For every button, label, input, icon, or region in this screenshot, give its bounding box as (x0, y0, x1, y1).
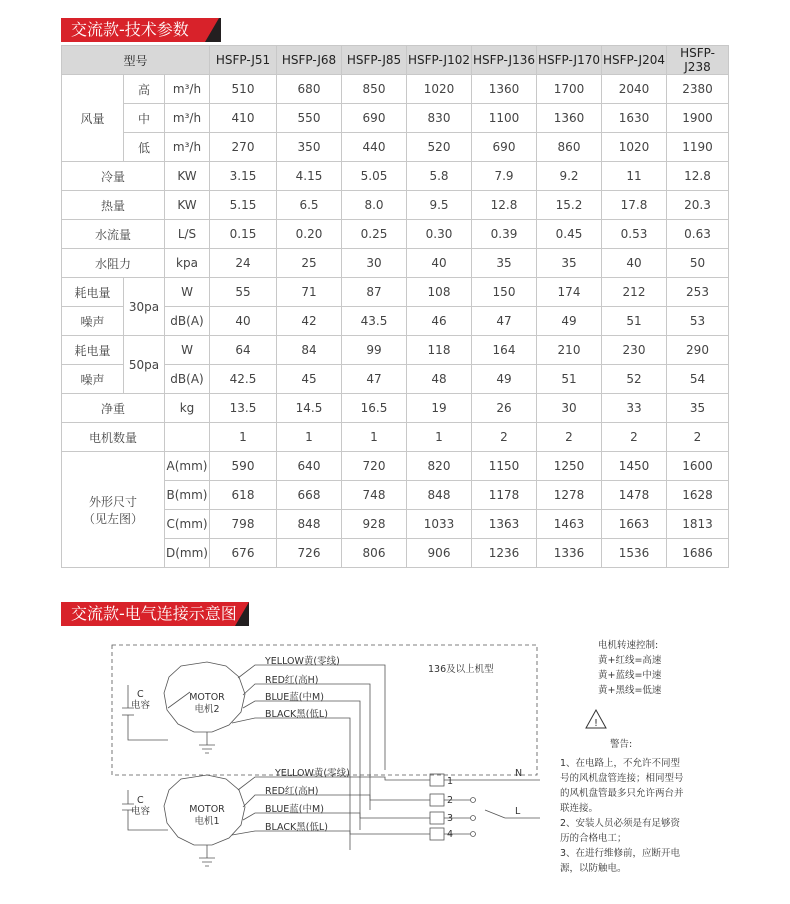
value-cell: 520 (407, 133, 472, 162)
value-cell: 11 (602, 162, 667, 191)
row-unit: kpa (165, 249, 210, 278)
row-unit: KW (165, 191, 210, 220)
row-sublabel-pressure: 50pa (124, 336, 165, 394)
row-unit: W (165, 336, 210, 365)
value-cell: 9.5 (407, 191, 472, 220)
warning-icon (586, 710, 606, 729)
terminal-4-label: 4 (447, 829, 454, 840)
value-cell: 1813 (667, 510, 729, 539)
row-label: 电机数量 (62, 423, 165, 452)
value-cell: 1900 (667, 104, 729, 133)
value-cell: 15.2 (537, 191, 602, 220)
table-row (62, 133, 729, 162)
table-row (62, 104, 729, 133)
value-cell: 590 (210, 452, 277, 481)
capacitor2-label: C (137, 689, 144, 700)
terminal-1 (430, 774, 444, 786)
value-cell: 20.3 (667, 191, 729, 220)
value-cell: 40 (210, 307, 277, 336)
speed-control-title: 电机转速控制: (598, 640, 659, 651)
row-label-dimensions (62, 452, 165, 568)
ground2-symbol (199, 732, 215, 753)
svg-text:!: ! (593, 718, 599, 729)
value-cell: 6.5 (277, 191, 342, 220)
value-cell: 26 (472, 394, 537, 423)
header-model-label: 型号 (62, 46, 210, 75)
value-cell: 830 (407, 104, 472, 133)
value-cell: 12.8 (667, 162, 729, 191)
row-label: 耗电量 (62, 278, 124, 307)
value-cell: 42 (277, 307, 342, 336)
value-cell: 16.5 (342, 394, 407, 423)
value-cell: 51 (537, 365, 602, 394)
value-cell: 2 (667, 423, 729, 452)
table-row (62, 336, 729, 365)
value-cell: 1478 (602, 481, 667, 510)
value-cell: 1178 (472, 481, 537, 510)
row-sublabel-speed: 低 (124, 133, 165, 162)
table-row (62, 191, 729, 220)
row-unit: m³/h (165, 75, 210, 104)
value-cell: 928 (342, 510, 407, 539)
value-cell: 33 (602, 394, 667, 423)
value-cell: 748 (342, 481, 407, 510)
value-cell: 71 (277, 278, 342, 307)
value-cell: 0.15 (210, 220, 277, 249)
row-label-airflow: 风量 (62, 75, 124, 162)
value-cell: 1336 (537, 539, 602, 568)
ground1-symbol (199, 845, 215, 866)
motor2-wire-yellow: YELLOW黄(零线) (265, 656, 340, 667)
row-unit: dB(A) (165, 365, 210, 394)
motor2-label: MOTOR (189, 692, 225, 703)
value-cell: 690 (342, 104, 407, 133)
speed-line: 黄+蓝线=中速 (598, 670, 662, 681)
value-cell: 0.63 (667, 220, 729, 249)
header-model-name: HSFP-J102 (407, 46, 472, 75)
table-row (62, 220, 729, 249)
value-cell: 50 (667, 249, 729, 278)
value-cell: 690 (472, 133, 537, 162)
section-title-text: 交流款-电气连接示意图 (71, 604, 237, 623)
value-cell: 1 (342, 423, 407, 452)
warning-line: 历的合格电工； (560, 833, 627, 844)
motor1-wire-blue: BLUE蓝(中M) (265, 804, 324, 815)
motor1-wire-black: BLACK黑(低L) (265, 822, 328, 833)
value-cell: 680 (277, 75, 342, 104)
row-unit: kg (165, 394, 210, 423)
row-label: 净重 (62, 394, 165, 423)
dimensions-label-line1: 外形尺寸 (88, 494, 137, 509)
warning-line: 联连接。 (560, 803, 599, 814)
neutral-label: N (515, 768, 523, 779)
wiring-diagram (0, 620, 790, 900)
value-cell: 174 (537, 278, 602, 307)
row-unit: C(mm) (165, 510, 210, 539)
value-cell: 253 (667, 278, 729, 307)
section-title-wiring (61, 602, 249, 626)
motor1-wire-yellow: YELLOW黄(零线) (275, 768, 350, 779)
speed-line: 黄+黑线=低速 (598, 685, 662, 696)
value-cell: 35 (537, 249, 602, 278)
value-cell: 0.20 (277, 220, 342, 249)
value-cell: 1630 (602, 104, 667, 133)
value-cell: 1450 (602, 452, 667, 481)
value-cell: 30 (537, 394, 602, 423)
motor2-wire-black: BLACK黑(低L) (265, 709, 328, 720)
header-model-name: HSFP-J204 (602, 46, 667, 75)
capacitor1-label: C (137, 795, 144, 806)
row-unit (165, 423, 210, 452)
warning-line: 源，以防触电。 (560, 863, 627, 874)
value-cell: 290 (667, 336, 729, 365)
table-header-row (62, 46, 729, 75)
value-cell: 118 (407, 336, 472, 365)
terminal-4 (430, 828, 444, 840)
value-cell: 1628 (667, 481, 729, 510)
row-label: 热量 (62, 191, 165, 220)
section-title-text: 交流款-技术参数 (71, 20, 189, 39)
terminal-3-label: 3 (447, 813, 454, 824)
motor2-wire-blue: BLUE蓝(中M) (265, 692, 324, 703)
table-row (62, 452, 729, 481)
value-cell: 1 (277, 423, 342, 452)
value-cell: 230 (602, 336, 667, 365)
value-cell: 0.53 (602, 220, 667, 249)
value-cell: 640 (277, 452, 342, 481)
value-cell: 212 (602, 278, 667, 307)
value-cell: 9.2 (537, 162, 602, 191)
terminal-2-label: 2 (447, 795, 454, 806)
value-cell: 1600 (667, 452, 729, 481)
value-cell: 108 (407, 278, 472, 307)
table-row (62, 278, 729, 307)
dimensions-label-line2: （见左图） (82, 511, 143, 526)
header-model-name: HSFP-J51 (210, 46, 277, 75)
value-cell: 164 (472, 336, 537, 365)
value-cell: 1 (210, 423, 277, 452)
value-cell: 12.8 (472, 191, 537, 220)
row-unit: m³/h (165, 104, 210, 133)
value-cell: 848 (407, 481, 472, 510)
value-cell: 1020 (407, 75, 472, 104)
value-cell: 5.8 (407, 162, 472, 191)
value-cell: 1100 (472, 104, 537, 133)
value-cell: 0.25 (342, 220, 407, 249)
value-cell: 87 (342, 278, 407, 307)
value-cell: 668 (277, 481, 342, 510)
value-cell: 1700 (537, 75, 602, 104)
value-cell: 550 (277, 104, 342, 133)
value-cell: 1020 (602, 133, 667, 162)
value-cell: 47 (342, 365, 407, 394)
value-cell: 270 (210, 133, 277, 162)
value-cell: 64 (210, 336, 277, 365)
value-cell: 0.39 (472, 220, 537, 249)
value-cell: 17.8 (602, 191, 667, 220)
value-cell: 5.15 (210, 191, 277, 220)
warning-line: 1、在电路上，不允许不同型 (560, 758, 681, 769)
row-sublabel-pressure: 30pa (124, 278, 165, 336)
value-cell: 1250 (537, 452, 602, 481)
value-cell: 1686 (667, 539, 729, 568)
value-cell: 40 (407, 249, 472, 278)
value-cell: 150 (472, 278, 537, 307)
warning-block (560, 756, 730, 876)
value-cell: 440 (342, 133, 407, 162)
table-row (62, 162, 729, 191)
value-cell: 798 (210, 510, 277, 539)
row-unit: L/S (165, 220, 210, 249)
motor1-label-cn: 电机1 (194, 816, 220, 827)
value-cell: 35 (667, 394, 729, 423)
row-unit: B(mm) (165, 481, 210, 510)
row-unit: dB(A) (165, 307, 210, 336)
value-cell: 510 (210, 75, 277, 104)
value-cell: 54 (667, 365, 729, 394)
value-cell: 49 (472, 365, 537, 394)
value-cell: 43.5 (342, 307, 407, 336)
row-label: 水流量 (62, 220, 165, 249)
value-cell: 0.30 (407, 220, 472, 249)
value-cell: 1190 (667, 133, 729, 162)
value-cell: 14.5 (277, 394, 342, 423)
value-cell: 7.9 (472, 162, 537, 191)
value-cell: 25 (277, 249, 342, 278)
row-unit: D(mm) (165, 539, 210, 568)
value-cell: 8.0 (342, 191, 407, 220)
value-cell: 45 (277, 365, 342, 394)
value-cell: 49 (537, 307, 602, 336)
spec-table (61, 45, 729, 568)
header-model-name: HSFP-J85 (342, 46, 407, 75)
value-cell: 1278 (537, 481, 602, 510)
header-model-name: HSFP-J68 (277, 46, 342, 75)
value-cell: 806 (342, 539, 407, 568)
header-model-name: HSFP-J238 (667, 46, 729, 75)
motor1-label: MOTOR (189, 804, 225, 815)
warning-line: 2、安装人员必须是有足够资 (560, 818, 681, 829)
row-label: 冷量 (62, 162, 165, 191)
motor2-wire-red: RED红(高H) (265, 675, 319, 686)
capacitor2-wire (122, 685, 190, 740)
terminal-1-label: 1 (447, 776, 454, 787)
value-cell: 3.15 (210, 162, 277, 191)
table-row (62, 423, 729, 452)
motor1-wire-red: RED红(高H) (265, 786, 319, 797)
model-note: 136及以上机型 (428, 664, 494, 675)
value-cell: 2040 (602, 75, 667, 104)
row-label: 噪声 (62, 307, 124, 336)
value-cell: 210 (537, 336, 602, 365)
row-sublabel-speed: 中 (124, 104, 165, 133)
value-cell: 24 (210, 249, 277, 278)
value-cell: 1236 (472, 539, 537, 568)
value-cell: 4.15 (277, 162, 342, 191)
value-cell: 99 (342, 336, 407, 365)
table-row (62, 75, 729, 104)
terminal-2 (430, 794, 444, 806)
value-cell: 19 (407, 394, 472, 423)
value-cell: 720 (342, 452, 407, 481)
value-cell: 848 (277, 510, 342, 539)
value-cell: 52 (602, 365, 667, 394)
value-cell: 84 (277, 336, 342, 365)
table-row (62, 394, 729, 423)
value-cell: 2380 (667, 75, 729, 104)
value-cell: 350 (277, 133, 342, 162)
value-cell: 51 (602, 307, 667, 336)
value-cell: 1150 (472, 452, 537, 481)
value-cell: 13.5 (210, 394, 277, 423)
value-cell: 410 (210, 104, 277, 133)
warning-title: 警告: (610, 739, 633, 750)
speed-control-block (598, 638, 661, 698)
value-cell: 46 (407, 307, 472, 336)
value-cell: 1360 (472, 75, 537, 104)
capacitor2-label-cn: 电容 (131, 700, 151, 711)
warning-line: 的风机盘管最多只允许两台并 (560, 788, 684, 799)
value-cell: 5.05 (342, 162, 407, 191)
row-unit: W (165, 278, 210, 307)
value-cell: 860 (537, 133, 602, 162)
value-cell: 48 (407, 365, 472, 394)
value-cell: 2 (472, 423, 537, 452)
value-cell: 30 (342, 249, 407, 278)
row-unit: KW (165, 162, 210, 191)
live-label: L (515, 806, 521, 817)
row-unit: m³/h (165, 133, 210, 162)
table-row (62, 249, 729, 278)
value-cell: 40 (602, 249, 667, 278)
capacitor1-label-cn: 电容 (131, 806, 151, 817)
value-cell: 1463 (537, 510, 602, 539)
value-cell: 1663 (602, 510, 667, 539)
section-title-specs (61, 18, 221, 42)
row-label: 耗电量 (62, 336, 124, 365)
row-label: 水阻力 (62, 249, 165, 278)
value-cell: 0.45 (537, 220, 602, 249)
value-cell: 820 (407, 452, 472, 481)
value-cell: 1360 (537, 104, 602, 133)
value-cell: 53 (667, 307, 729, 336)
value-cell: 1536 (602, 539, 667, 568)
value-cell: 676 (210, 539, 277, 568)
value-cell: 1033 (407, 510, 472, 539)
warning-line: 号的风机盘管连接；相同型号 (560, 773, 684, 784)
row-sublabel-speed: 高 (124, 75, 165, 104)
value-cell: 906 (407, 539, 472, 568)
value-cell: 2 (537, 423, 602, 452)
value-cell: 1363 (472, 510, 537, 539)
header-model-name: HSFP-J170 (537, 46, 602, 75)
speed-line: 黄+红线=高速 (598, 655, 662, 666)
warning-line: 3、在进行维修前，应断开电 (560, 848, 681, 859)
row-label: 噪声 (62, 365, 124, 394)
value-cell: 850 (342, 75, 407, 104)
row-unit: A(mm) (165, 452, 210, 481)
value-cell: 47 (472, 307, 537, 336)
value-cell: 42.5 (210, 365, 277, 394)
value-cell: 1 (407, 423, 472, 452)
value-cell: 55 (210, 278, 277, 307)
value-cell: 35 (472, 249, 537, 278)
value-cell: 726 (277, 539, 342, 568)
header-model-name: HSFP-J136 (472, 46, 537, 75)
motor2-label-cn: 电机2 (194, 704, 220, 715)
value-cell: 2 (602, 423, 667, 452)
terminal-3 (430, 812, 444, 824)
value-cell: 618 (210, 481, 277, 510)
